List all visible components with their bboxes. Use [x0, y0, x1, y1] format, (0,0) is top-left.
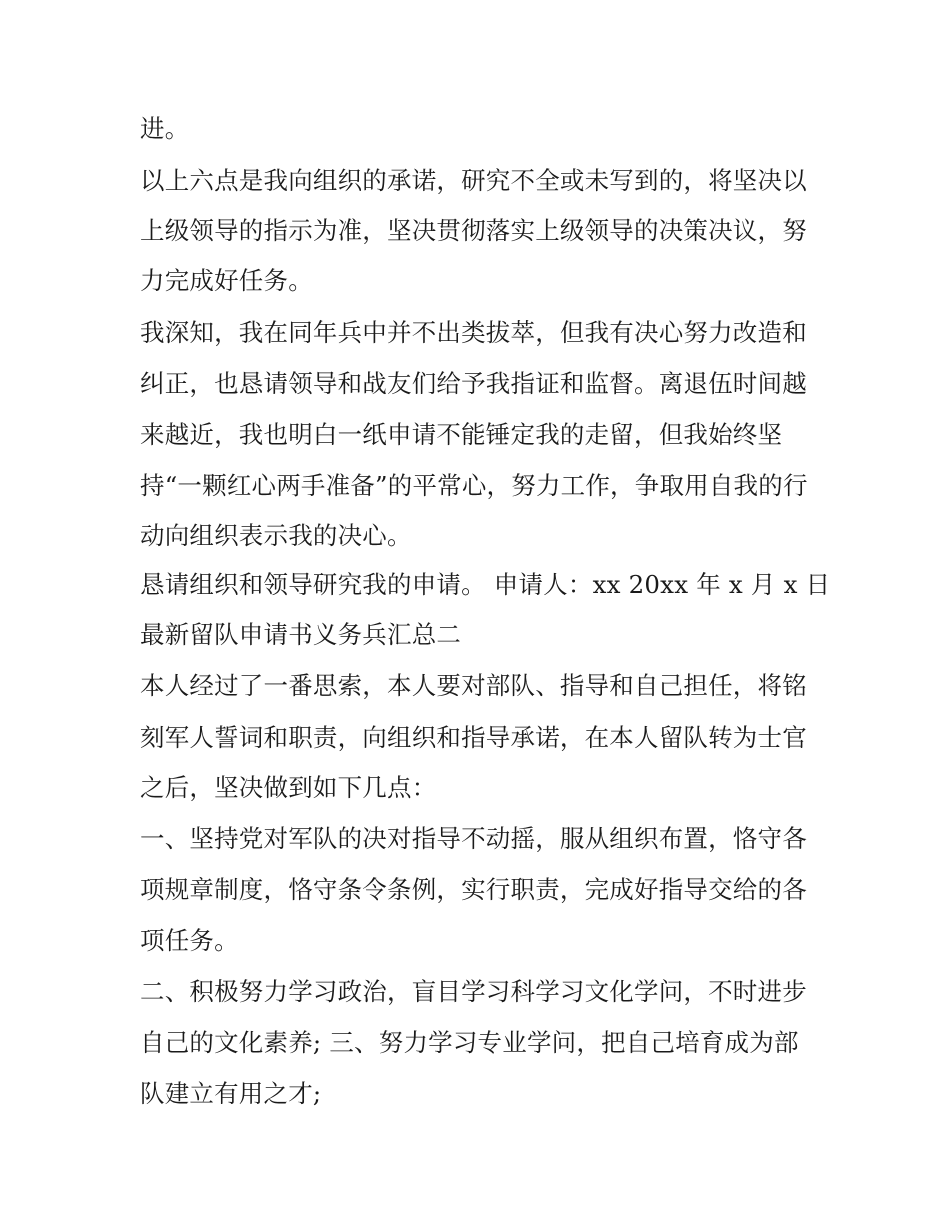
text-line: 纠正，也恳请领导和战友们给予我指证和监督。离退伍时间越	[140, 369, 807, 398]
text-line: 之后，坚决做到如下几点：	[140, 773, 437, 802]
section-heading: 最新留队申请书义务兵汇总二	[140, 620, 462, 649]
signature-line: 恳请组织和领导研究我的申请。 申请人：xx 20xx 年 x 月 x 日	[140, 570, 831, 599]
text-line: 来越近，我也明白一纸申请不能锤定我的走留，但我始终坚	[140, 420, 783, 449]
text-line: 二、积极努力学习政治，盲目学习科学习文化学问，不时进步	[140, 977, 807, 1006]
text-line: 进。	[140, 114, 190, 143]
text-line: 本人经过了一番思索，本人要对部队、指导和自己担任，将铭	[140, 671, 807, 700]
text-line: 刻军人誓词和职责，向组织和指导承诺，在本人留队转为士官	[140, 723, 807, 752]
text-line: 项规章制度，恪守条令条例，实行职责，完成好指导交给的各	[140, 875, 807, 904]
text-line: 我深知，我在同年兵中并不出类拔萃，但我有决心努力改造和	[140, 318, 807, 347]
text-line: 项任务。	[140, 926, 239, 955]
text-line: 持“一颗红心两手准备”的平常心，努力工作，争取用自我的行	[140, 471, 808, 500]
text-line: 以上六点是我向组织的承诺，研究不全或未写到的，将坚决以	[140, 166, 807, 195]
text-line: 力完成好任务。	[140, 266, 313, 295]
text-line: 上级领导的指示为准，坚决贯彻落实上级领导的决策决议，努	[140, 216, 807, 245]
text-line: 一、坚持党对军队的决对指导不动摇，服从组织布置，恪守各	[140, 824, 807, 853]
text-line: 动向组织表示我的决心。	[140, 521, 412, 550]
text-line: 队建立有用之才;	[140, 1079, 322, 1108]
text-line: 自己的文化素养; 三、努力学习专业学问，把自己培育成为部	[140, 1028, 799, 1057]
